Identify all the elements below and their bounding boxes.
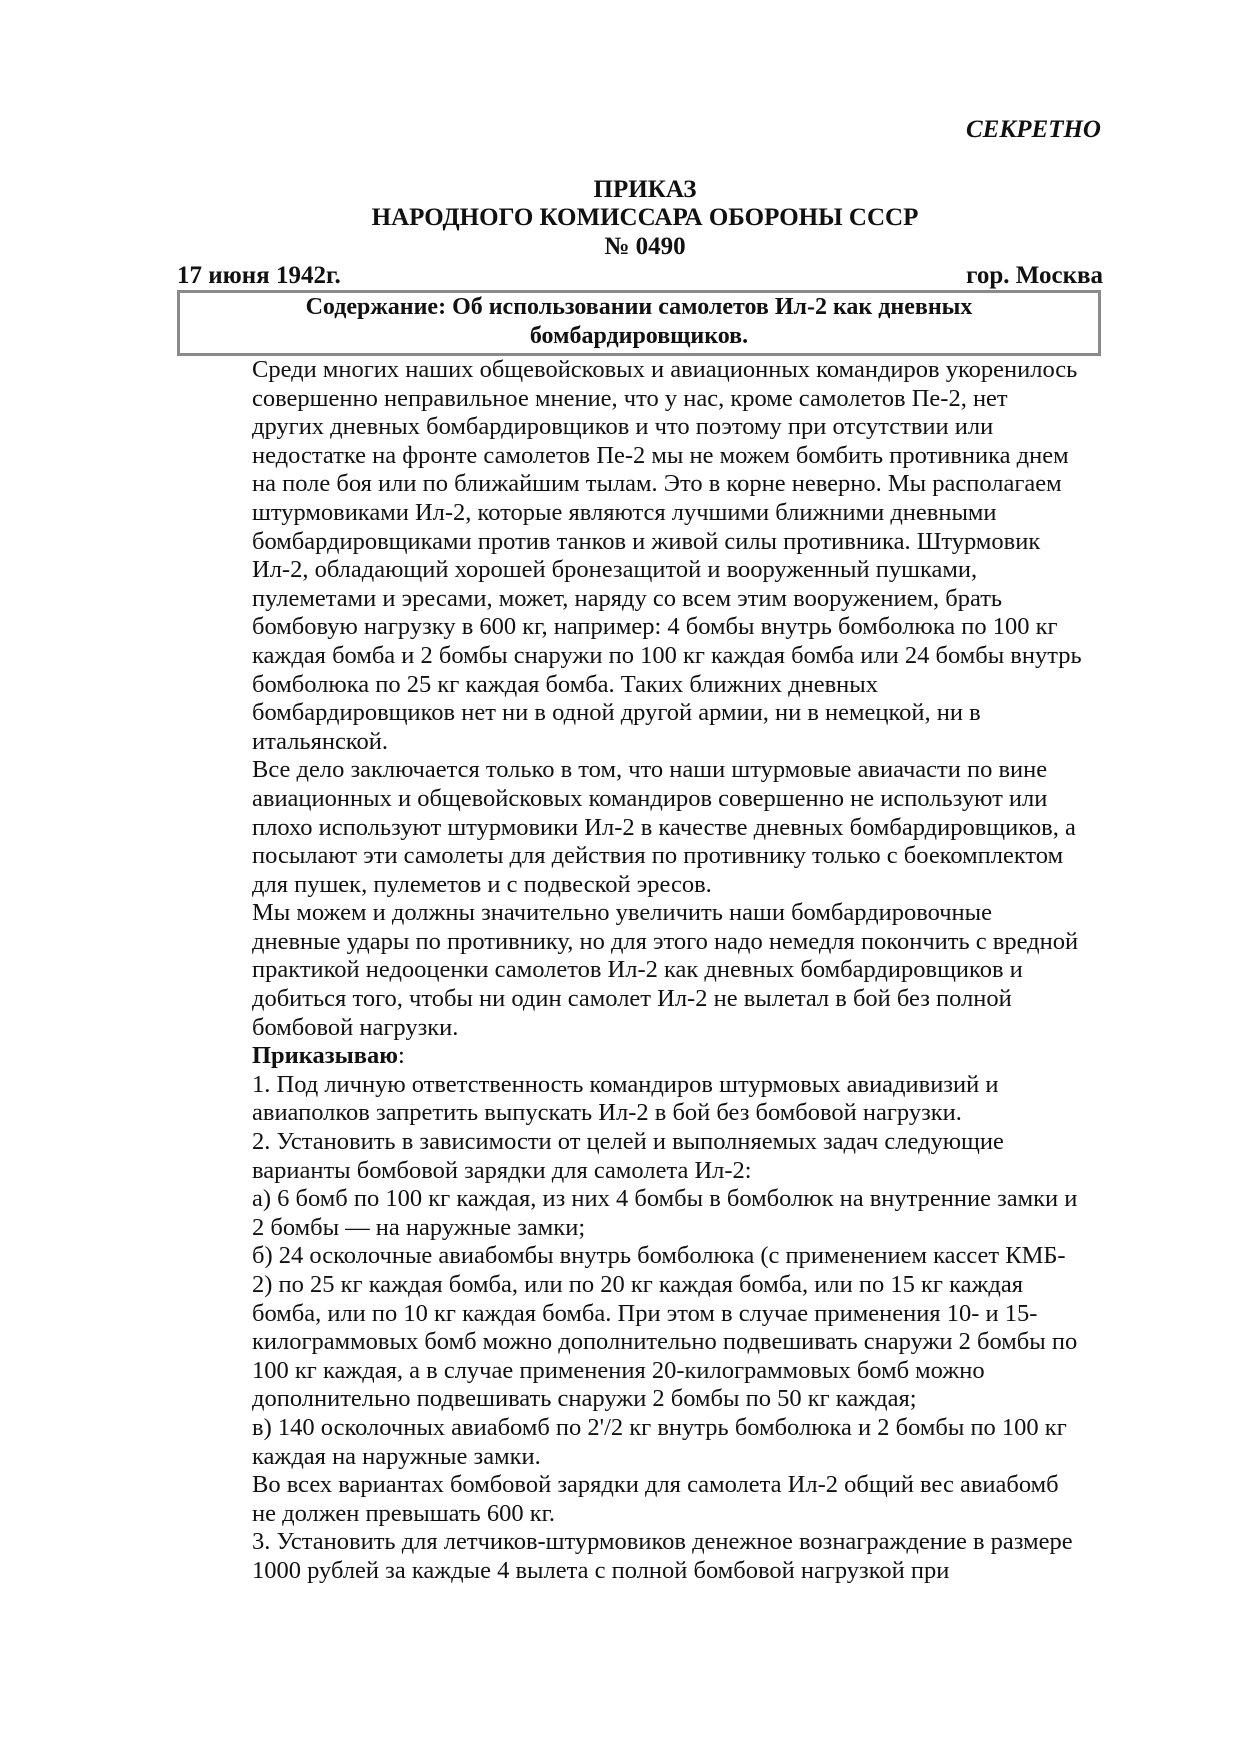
body-line: для пушек, пулеметов и с подвеской эресов. bbox=[252, 870, 712, 898]
order-place: гор. Москва bbox=[966, 262, 1103, 289]
order-line: в) 140 осколочных авиабомб по 2'/2 кг внутрь бомболюка и 2 бомбы по 100 кг bbox=[252, 1413, 1067, 1441]
order-line: а) 6 бомб по 100 кг каждая, из них 4 бомбы в бомболюк на внутренние замки и bbox=[252, 1185, 1078, 1213]
issuing-authority: НАРОДНОГО КОМИССАРА ОБОРОНЫ СССР bbox=[371, 204, 919, 231]
subject-line: Содержание: Об использовании самолетов Ил-2 как дневных bbox=[305, 294, 973, 320]
body-line: итальянской. bbox=[252, 727, 389, 755]
body-line: бомбардировщиков нет ни в одной другой армии, ни в немецкой, ни в bbox=[252, 699, 981, 727]
body-line: авиационных и общевойсковых командиров совершенно не используют или bbox=[252, 784, 1048, 812]
order-line: 1000 рублей за каждые 4 вылета с полной бомбовой нагрузкой при bbox=[252, 1556, 950, 1584]
order-line: килограммовых бомб можно дополнительно подвешивать снаружи 2 бомбы по bbox=[252, 1328, 1078, 1356]
body-line: Все дело заключается только в том, что наши штурмовые авиачасти по вине bbox=[252, 756, 1048, 784]
body-line: других дневных бомбардировщиков и что поэтому при отсутствии или bbox=[252, 413, 994, 441]
order-line: б) 24 осколочные авиабомбы внутрь бомболюка (с применением кассет КМБ- bbox=[252, 1242, 1066, 1270]
body-line: каждая бомба и 2 бомбы снаружи по 100 кг каждая бомба или 24 бомбы внутрь bbox=[252, 641, 1082, 669]
order-line: 100 кг каждая, а в случае применения 20-килограммовых бомб можно bbox=[252, 1356, 985, 1384]
order-line: 1. Под личную ответственность командиров штурмовых авиадивизий и bbox=[252, 1070, 999, 1098]
subject-line: бомбардировщиков. bbox=[529, 323, 749, 349]
subject-box bbox=[177, 290, 1101, 356]
body-line: плохо используют штурмовики Ил-2 в качестве дневных бомбардировщиков, а bbox=[252, 813, 1076, 841]
order-word: Приказываю bbox=[252, 1042, 398, 1070]
body-line: Ил-2, обладающий хорошей бронезащитой и вооруженный пушками, bbox=[252, 556, 978, 584]
body-line: пулеметами и эресами, может, наряду со всем этим вооружением, брать bbox=[252, 584, 1003, 612]
document-body bbox=[252, 356, 1112, 1586]
body-line: практикой недооценки самолетов Ил-2 как дневных бомбардировщиков и bbox=[252, 956, 1023, 984]
order-line: бомба, или по 10 кг каждая бомба. При этом в случае применения 10- и 15- bbox=[252, 1299, 1038, 1327]
body-line: дневные удары по противнику, но для этого надо немедля покончить с вредной bbox=[252, 927, 1079, 955]
body-line: недостатке на фронте самолетов Пе-2 мы не можем бомбить противника днем bbox=[252, 441, 1069, 469]
body-line: бомболюка по 25 кг каждая бомба. Таких ближних дневных bbox=[252, 670, 878, 698]
order-line: 3. Установить для летчиков-штурмовиков денежное вознаграждение в размере bbox=[252, 1528, 1073, 1556]
order-line: 2 бомбы — на наружные замки; bbox=[252, 1213, 586, 1241]
order-line: 2. Установить в зависимости от целей и выполняемых задач следующие bbox=[252, 1128, 1004, 1156]
body-line: бомбардировщиками против танков и живой силы противника. Штурмовик bbox=[252, 527, 1041, 555]
order-line: дополнительно подвешивать снаружи 2 бомбы по 50 кг каждая; bbox=[252, 1385, 917, 1413]
order-line: Во всех вариантах бомбовой зарядки для самолета Ил-2 общий вес авиабомб bbox=[252, 1471, 1059, 1499]
order-line: авиаполков запретить выпускать Ил-2 в бой без бомбовой нагрузки. bbox=[252, 1099, 962, 1127]
order-line: не должен превышать 600 кг. bbox=[252, 1499, 556, 1527]
body-line: Мы можем и должны значительно увеличить наши бомбардировочные bbox=[252, 899, 992, 927]
body-line: совершенно неправильное мнение, что у нас, кроме самолетов Пе-2, нет bbox=[252, 384, 1008, 412]
order-date: 17 июня 1942г. bbox=[177, 262, 341, 289]
body-line: посылают эти самолеты для действия по противнику только с боекомплектом bbox=[252, 842, 1064, 870]
order-number: № 0490 bbox=[604, 233, 686, 260]
order-colon: : bbox=[397, 1042, 405, 1070]
body-line: Среди многих наших общевойсковых и авиационных командиров укоренилось bbox=[252, 356, 1078, 383]
dateline bbox=[177, 262, 1103, 290]
order-line: варианты бомбовой зарядки для самолета Ил-2: bbox=[252, 1156, 752, 1184]
body-line: бомбовую нагрузку в 600 кг, например: 4 бомбы внутрь бомболюка по 100 кг bbox=[252, 613, 1058, 641]
body-line: на поле боя или по ближайшим тылам. Это в корне неверно. Мы располагаем bbox=[252, 470, 1062, 498]
body-line: штурмовиками Ил-2, которые являются лучшими ближними дневными bbox=[252, 498, 997, 526]
order-line: 2) по 25 кг каждая бомба, или по 20 кг каждая бомба, или по 15 кг каждая bbox=[252, 1271, 1024, 1298]
body-line: добиться того, чтобы ни один самолет Ил-2 не вылетал в бой без полной bbox=[252, 985, 1012, 1013]
order-line: каждая на наружные замки. bbox=[252, 1442, 541, 1470]
classification-mark: СЕКРЕТНО bbox=[965, 116, 1101, 143]
document-type: ПРИКАЗ bbox=[593, 176, 697, 203]
order-heading bbox=[252, 1042, 1112, 1071]
body-line: бомбовой нагрузки. bbox=[252, 1013, 459, 1041]
